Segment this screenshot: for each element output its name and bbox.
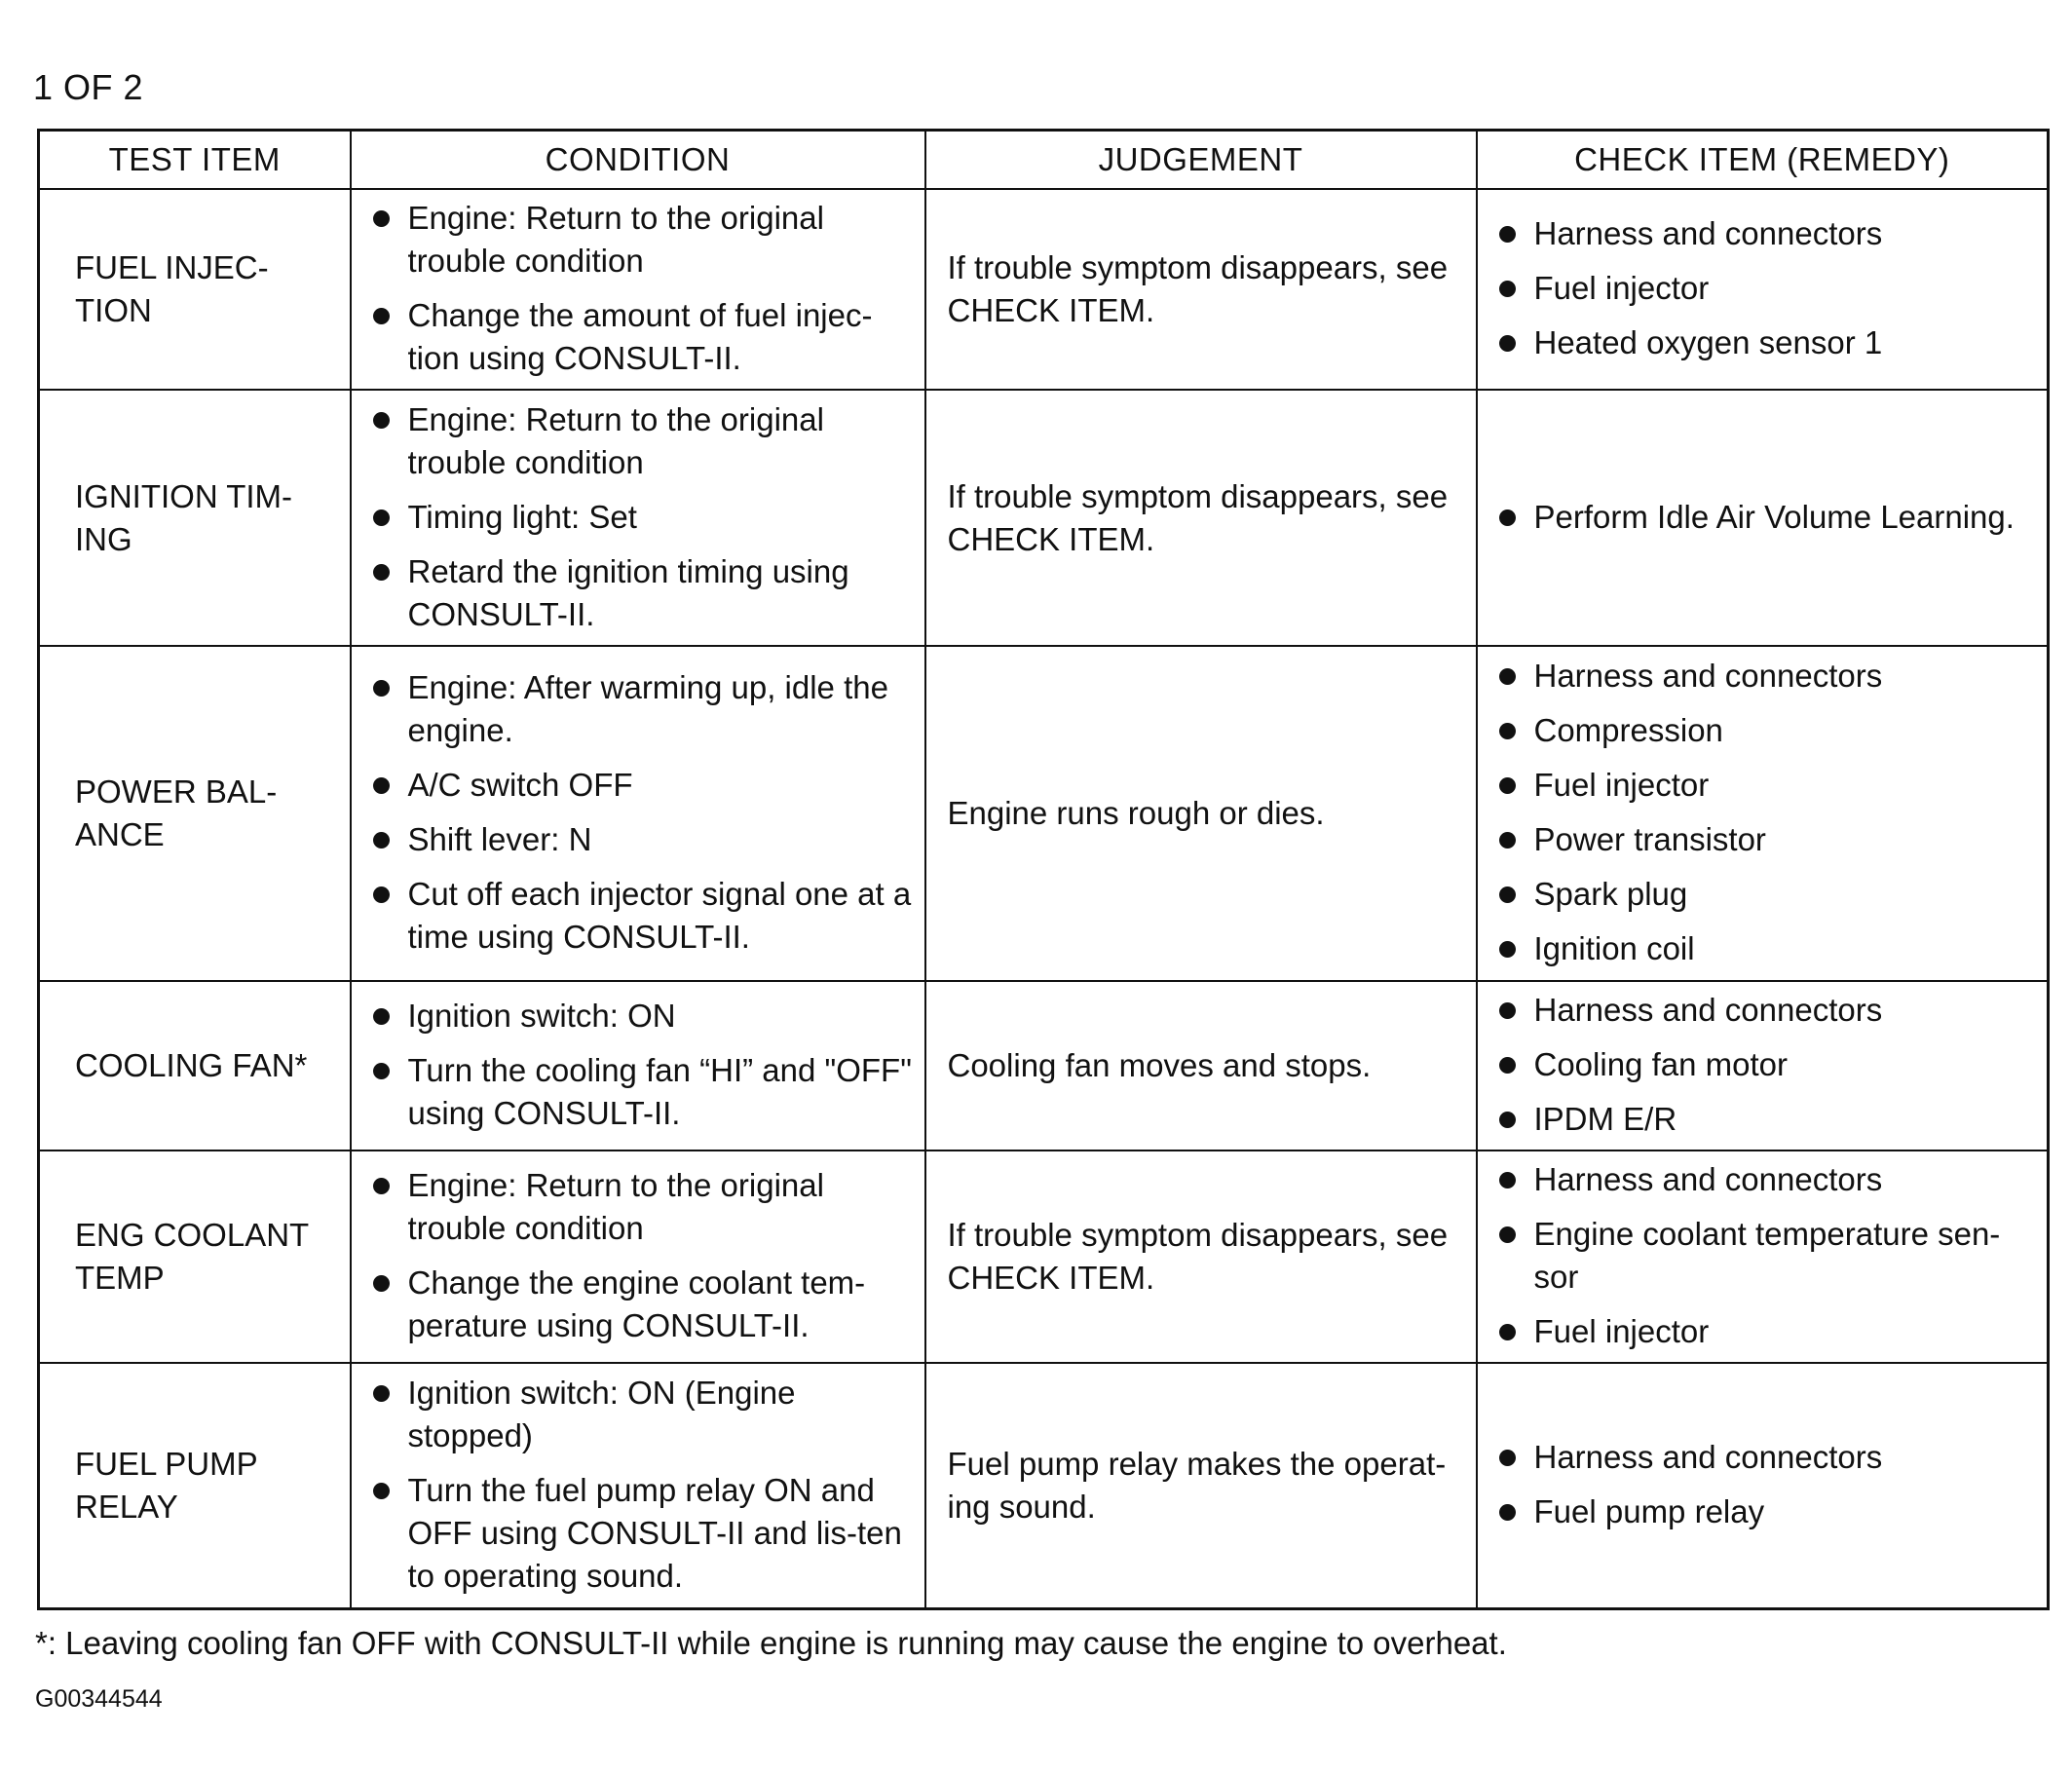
condition-cell	[351, 390, 925, 646]
page-number: 1 OF 2	[33, 67, 144, 107]
condition-cell	[351, 646, 925, 981]
bullet-icon	[373, 1178, 390, 1194]
test-item-line: TION	[75, 292, 152, 328]
list-item	[373, 764, 915, 807]
condition-text: Retard the ignition timing using CONSULT-II.	[407, 552, 849, 632]
list-item	[1499, 1158, 2038, 1201]
bullet-icon	[373, 564, 390, 581]
check-item-cell	[1477, 189, 2049, 390]
condition-text: Change the amount of fuel injec-tion using CONSULT-II.	[407, 297, 873, 376]
bullet-icon	[373, 886, 390, 903]
list-item	[373, 995, 915, 1037]
header-condition: CONDITION	[351, 131, 925, 190]
table-row	[39, 981, 2049, 1151]
test-item-line: FUEL PUMP	[75, 1445, 258, 1482]
condition-text: Ignition switch: ON (Engine stopped)	[407, 1374, 796, 1453]
header-check-item: CHECK ITEM (REMEDY)	[1477, 131, 2049, 190]
bullet-icon	[373, 1063, 390, 1079]
test-item-cell	[39, 1151, 351, 1363]
list-item	[1499, 873, 2038, 916]
bullet-icon	[1499, 281, 1516, 297]
list-item	[1499, 1310, 2038, 1353]
list-item	[1499, 1490, 2038, 1533]
bullet-icon	[1499, 226, 1516, 243]
table-row	[39, 189, 2049, 390]
test-item-cell	[39, 1363, 351, 1608]
check-item-text: Harness and connectors	[1533, 658, 1883, 694]
check-item-text: Cooling fan motor	[1533, 1046, 1788, 1082]
test-item-line: IGNITION TIM-	[75, 477, 293, 514]
table-row	[39, 390, 2049, 646]
bullet-icon	[373, 680, 390, 697]
check-item-text: Fuel pump relay	[1533, 1492, 1765, 1529]
condition-cell	[351, 981, 925, 1151]
test-item-line: RELAY	[75, 1488, 178, 1525]
condition-text: Timing light: Set	[407, 498, 637, 535]
list-item	[373, 1164, 915, 1250]
condition-text: A/C switch OFF	[407, 767, 633, 803]
bullet-icon	[373, 210, 390, 227]
judgement-cell: Engine runs rough or dies.	[925, 646, 1477, 981]
condition-text: Engine: Return to the original trouble condition	[407, 200, 824, 279]
list-item	[1499, 1043, 2038, 1086]
list-item	[373, 398, 915, 484]
check-item-text: Harness and connectors	[1533, 1161, 1883, 1197]
test-item-line: FUEL INJEC-	[75, 249, 269, 285]
list-item	[1499, 709, 2038, 752]
bullet-icon	[373, 509, 390, 526]
check-item-text: Heated oxygen sensor 1	[1533, 324, 1883, 360]
test-item-cell: COOLING FAN*	[39, 981, 351, 1151]
condition-text: Turn the fuel pump relay ON and OFF using CONSULT-II and lis-ten to operating sound.	[407, 1471, 902, 1594]
bullet-icon	[373, 1385, 390, 1402]
list-item	[1499, 655, 2038, 698]
check-item-text: Fuel injector	[1533, 1313, 1710, 1349]
table-row	[39, 646, 2049, 981]
bullet-icon	[373, 412, 390, 429]
list-item	[1499, 321, 2038, 364]
check-item-cell	[1477, 1151, 2049, 1363]
bullet-icon	[373, 1275, 390, 1292]
condition-cell	[351, 1151, 925, 1363]
list-item	[373, 496, 915, 539]
check-item-cell	[1477, 646, 2049, 981]
bullet-icon	[373, 308, 390, 324]
test-item-line: POWER BAL-	[75, 773, 278, 810]
bullet-icon	[1499, 723, 1516, 739]
list-item	[1499, 267, 2038, 310]
list-item	[373, 1469, 915, 1598]
test-item-line: ENG COOLANT	[75, 1217, 310, 1253]
list-item	[1499, 1213, 2038, 1299]
judgement-cell: Fuel pump relay makes the operat-ing sound.	[925, 1363, 1477, 1608]
bullet-icon	[1499, 1226, 1516, 1243]
header-test-item: TEST ITEM	[39, 131, 351, 190]
check-item-text: Fuel injector	[1533, 767, 1710, 803]
footnote: *: Leaving cooling fan OFF with CONSULT-II while engine is running may cause the engine to overheat.	[35, 1625, 1507, 1661]
condition-text: Cut off each injector signal one at a time using CONSULT-II.	[407, 876, 912, 955]
judgement-cell: If trouble symptom disappears, see CHECK ITEM.	[925, 189, 1477, 390]
bullet-icon	[1499, 886, 1516, 903]
table-row	[39, 1151, 2049, 1363]
list-item	[1499, 212, 2038, 255]
list-item	[373, 873, 915, 959]
condition-text: Engine: Return to the original trouble condition	[407, 400, 824, 480]
list-item	[1499, 927, 2038, 970]
bullet-icon	[1499, 509, 1516, 526]
bullet-icon	[1499, 668, 1516, 685]
check-item-text: Harness and connectors	[1533, 992, 1883, 1028]
check-item-text: Ignition coil	[1533, 930, 1695, 966]
list-item	[373, 1262, 915, 1347]
check-item-text: Compression	[1533, 712, 1723, 748]
list-item	[1499, 989, 2038, 1032]
check-item-text: Perform Idle Air Volume Learning.	[1533, 498, 2015, 535]
bullet-icon	[1499, 1002, 1516, 1019]
list-item	[373, 1372, 915, 1457]
bullet-icon	[373, 1483, 390, 1499]
check-item-cell	[1477, 1363, 2049, 1608]
bullet-icon	[1499, 941, 1516, 958]
test-item-line: ANCE	[75, 816, 165, 852]
list-item	[373, 197, 915, 283]
bullet-icon	[373, 1008, 390, 1025]
figure-id: G00344544	[35, 1685, 163, 1713]
check-item-text: IPDM E/R	[1533, 1101, 1677, 1137]
check-item-text: Harness and connectors	[1533, 215, 1883, 251]
active-test-table	[37, 129, 2050, 1610]
header-judgement: JUDGEMENT	[925, 131, 1477, 190]
condition-cell	[351, 1363, 925, 1608]
condition-text: Change the engine coolant tem-perature using CONSULT-II.	[407, 1264, 866, 1343]
list-item	[373, 294, 915, 380]
check-item-text: Spark plug	[1533, 876, 1688, 912]
judgement-cell: If trouble symptom disappears, see CHECK ITEM.	[925, 390, 1477, 646]
check-item-text: Power transistor	[1533, 821, 1766, 857]
list-item	[373, 818, 915, 861]
test-item-line: ING	[75, 520, 132, 557]
table-header-row	[39, 131, 2049, 190]
condition-text: Engine: Return to the original trouble condition	[407, 1167, 824, 1246]
condition-text: Shift lever: N	[407, 821, 592, 857]
check-item-text: Harness and connectors	[1533, 1438, 1883, 1475]
condition-cell	[351, 189, 925, 390]
bullet-icon	[1499, 1504, 1516, 1521]
bullet-icon	[1499, 832, 1516, 849]
bullet-icon	[1499, 1057, 1516, 1074]
list-item	[1499, 1436, 2038, 1479]
check-item-cell	[1477, 981, 2049, 1151]
bullet-icon	[1499, 777, 1516, 794]
test-item-cell	[39, 646, 351, 981]
judgement-cell: Cooling fan moves and stops.	[925, 981, 1477, 1151]
list-item	[373, 1049, 915, 1135]
condition-text: Ignition switch: ON	[407, 998, 676, 1034]
test-item-cell	[39, 189, 351, 390]
test-item-cell	[39, 390, 351, 646]
judgement-cell: If trouble symptom disappears, see CHECK ITEM.	[925, 1151, 1477, 1363]
bullet-icon	[1499, 1450, 1516, 1466]
check-item-text: Engine coolant temperature sen-sor	[1533, 1216, 2001, 1295]
list-item	[1499, 496, 2038, 539]
check-item-text: Fuel injector	[1533, 270, 1710, 306]
list-item	[373, 666, 915, 752]
condition-text: Engine: After warming up, idle the engine.	[407, 669, 888, 748]
list-item	[373, 550, 915, 636]
test-item-line: TEMP	[75, 1260, 165, 1296]
list-item	[1499, 764, 2038, 807]
bullet-icon	[1499, 1324, 1516, 1340]
list-item	[1499, 818, 2038, 861]
bullet-icon	[373, 777, 390, 794]
condition-text: Turn the cooling fan “HI” and "OFF" using CONSULT-II.	[407, 1052, 912, 1131]
bullet-icon	[1499, 1112, 1516, 1128]
list-item	[1499, 1098, 2038, 1141]
bullet-icon	[373, 832, 390, 849]
table-row	[39, 1363, 2049, 1608]
bullet-icon	[1499, 335, 1516, 352]
check-item-cell	[1477, 390, 2049, 646]
bullet-icon	[1499, 1172, 1516, 1188]
